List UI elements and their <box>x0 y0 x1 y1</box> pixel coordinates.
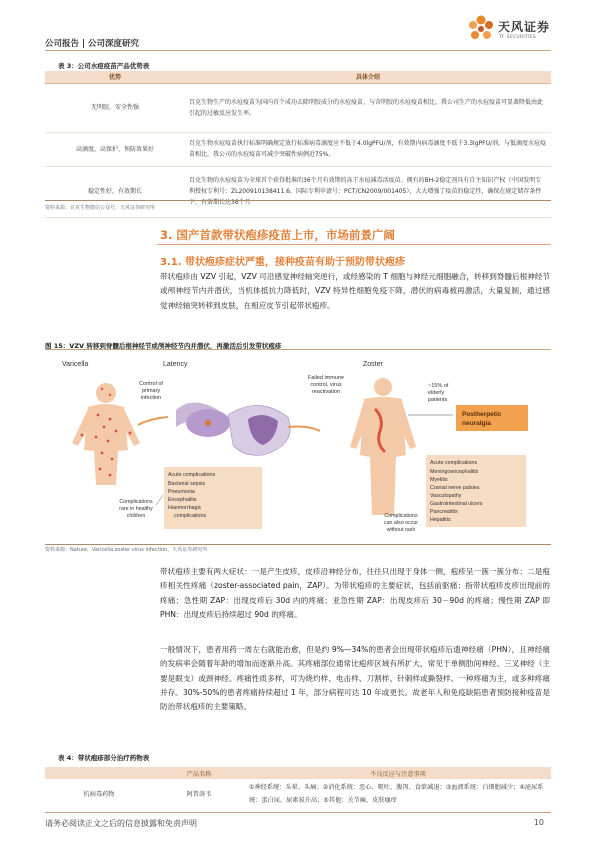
table4-header-category <box>45 767 153 779</box>
report-type: 公司报告 | 公司深度研究 <box>45 39 140 49</box>
paragraph-vzv: 带状疱疹由 VZV 引起，VZV 可沿感觉神经轴突逆行，或经感染的 T 细胞与神经元细胞融合，转移到脊髓后根神经节或颅神经节内并潜伏，当机体抵抗力降低时，VZV 特异性细胞免疫下降，潜伏的病毒被再激活，大量复制，通过感觉神经轴突转移到皮肤，在相应皮节引起带状疱疹。 <box>160 272 550 310</box>
product-cell: 阿昔洛韦 <box>186 790 212 798</box>
subsection-heading: 3.1. 带状疱疹症状严重，接种疫苗有助于预防带状疱疹 <box>160 257 405 268</box>
label-rare-3: children <box>126 513 146 519</box>
detail-cell: 百克生物水痘疫苗执行标准明确规定放行标准病毒滴度应不低于4.0lgPFU/剂，有效期内病毒滴度不低于3.3lgPFU/剂。与低滴度水痘疫苗相比，我公司的水痘疫苗可减少突破性病例近75%。 <box>185 132 551 166</box>
acute-left-item: Bacterial sepsis <box>168 481 206 487</box>
label-also-2: can also occur <box>383 520 419 526</box>
table-row <box>45 132 551 166</box>
label-elderly-3: patients <box>428 397 448 403</box>
label-failed-3: reactivation <box>311 389 341 395</box>
acute-right-item: Hepatitis <box>430 517 451 523</box>
advantage-cell: 稳定性好，有效期长 <box>45 166 185 217</box>
logo-name: 天风证券 <box>498 20 551 34</box>
paragraph-phn: 一般情况下，患者用药一周左右就能治愈，但是约 9%—34%的患者会出现带状疱疹后遗神经痛（PHN），且神经痛的发病率会随着年龄的增加而逐渐升高。其疼痛部位通常比疱疹区域有所扩大，常见于单侧肋间神经、三叉神经（主要是眼支）或颈神经。疼痛性质多样，可为烧灼样、电击样、刀割样、针刺样或撕裂样。一种疼痛为主，或多种疼痛并存。30%-50%的患者疼痛持续超过 1 年，部分病程可达 10 年或更长。故老年人和免疫缺陷患者预防接种疫苗是防治带状疱疹的主要策略。 <box>160 645 550 712</box>
figure15-top-rule <box>45 349 551 350</box>
acute-left-item: Pneumonia <box>168 489 195 495</box>
label-zoster: Zoster <box>363 361 383 368</box>
table3-bottom-rule <box>45 200 551 201</box>
advantage-cell: 无明胶，安全性强 <box>45 83 185 132</box>
label-control-3: infection <box>140 395 162 401</box>
table4-header-detail: 不良反应与注意事项 <box>245 767 551 779</box>
label-rare-2: rare in healthy <box>119 506 153 512</box>
acute-right-item: Myelitis <box>430 477 448 483</box>
category-cell: 抗病毒药物 <box>83 790 115 798</box>
acute-right-item: Pancreatitis <box>430 509 458 515</box>
advantage-table <box>45 71 551 218</box>
advantage-cell: 高滴度，高保护，预防效果好 <box>45 132 185 166</box>
table4-caption: 表 4：带状疱疹部分治疗药物表 <box>58 754 150 762</box>
label-latency: Latency <box>163 361 188 368</box>
figure15-bottom-rule <box>45 544 551 545</box>
company-logo-icon <box>466 14 496 44</box>
detail-cell: 百克生物的水痘疫苗为全球首个获得批准的36个月有效期的冻干水痘减毒活疫苗。拥有的BH-2稳定剂具有自主知识产权（中国发明专利授权专利号：ZL200910138411.6，国际专利申请号：PCT/CN2009/001405），大大增强了疫苗的稳定性，确保在规定储存条件下，有效期长达36个月 <box>185 166 551 217</box>
acute-right-item: Meningoencephalitis <box>430 469 479 475</box>
label-phn-1: Postherpetic <box>462 411 502 418</box>
disclaimer: 请务必阅读正文之后的信息披露和免责声明 <box>45 819 197 828</box>
acute-right-item: Gastrointestinal ulcers <box>430 501 483 507</box>
table3-caption: 表 3：公司水痘疫苗产品优势表 <box>58 62 150 70</box>
acute-left-title: Acute complications <box>168 472 216 478</box>
page-number: 10 <box>533 818 544 827</box>
vzv-infection-diagram <box>58 355 538 540</box>
table-row <box>45 83 551 132</box>
header-divider <box>45 50 551 51</box>
logo-english-name: TF SECURITIES <box>499 35 537 40</box>
label-control-1: Control of <box>139 381 163 387</box>
acute-right-title: Acute complications <box>430 460 478 466</box>
detail-cell: 百克生物生产的水痘疫苗为国内首个成功去除明胶成分的水痘疫苗，与含明胶的水痘疫苗相比，我公司生产的水痘疫苗可显著降低由此引起的过敏反应发生率。 <box>185 83 551 132</box>
phn-box <box>456 405 528 431</box>
figure15-source: 资料来源：Nature，Varicella zoster virus infection，天风证券研究所 <box>45 547 208 553</box>
table4-header-product: 产品名称 <box>153 767 245 779</box>
acute-left-item: complications <box>174 513 207 519</box>
section-heading-rule <box>157 244 551 245</box>
label-also-3: without rash <box>386 527 416 533</box>
acute-left-item: Haemorrhagic <box>168 505 202 511</box>
detail-cell: ①神经系统：头晕、头痛；②消化系统：恶心、呕吐、腹泻、食欲减退；③血液系统：白细胞减少；④泌尿系统：蛋白尿、尿素氮升高；⑤其他：关节痛、皮肤瘙痒 <box>249 784 544 804</box>
acute-left-item: Encephalitis <box>168 497 197 503</box>
label-failed-2: control, virus <box>310 382 342 388</box>
section-heading: 3. 国产首款带状疱疹疫苗上市，市场前景广阔 <box>160 228 395 242</box>
table3-source: 资料来源：百克生物微信公众号，天风证券研究所 <box>45 205 156 211</box>
label-elderly-1: ~15% of <box>428 383 449 389</box>
table3-header-detail: 具体介绍 <box>185 71 551 83</box>
label-phn-2: neuralgia <box>462 420 491 427</box>
footer-divider <box>45 812 551 813</box>
label-varicella: Varicella <box>62 361 89 368</box>
acute-right-item: Vasculopathy <box>430 493 462 499</box>
figure15-caption: 图 15：VZV 转移到脊髓后根神经节或颅神经节内并潜伏，再激活后引发带状疱疹 <box>45 342 282 350</box>
label-also-1: Complications <box>384 513 418 519</box>
label-elderly-2: elderly <box>428 390 445 396</box>
treatment-drug-table <box>45 767 551 809</box>
acute-right-item: Cranial nerve palsies <box>430 485 480 491</box>
table3-header-advantage: 优势 <box>45 71 185 83</box>
table-row <box>45 779 551 809</box>
label-rare-1: Complications <box>119 499 153 505</box>
label-control-2: primary <box>141 388 161 394</box>
paragraph-symptoms: 带状疱疹主要有两大症状：一是产生皮疹，皮疹沿神经分布，往往只出现于身体一侧，疱疹呈一簇一簇分布；二是疱疹相关性疼痛（zoster-associated pain，ZAP）。为带状疱疹的主要症状，包括前驱痛；指带状疱疹皮疹出现前的疼痛；急性期 ZAP：出现皮疹后 30d 内的疼痛；亚急性期 ZAP：出现皮疹后 30－90d 的疼痛；慢性期 ZAP 即 PHN：出现皮疹后持续超过 90d 的疼痛。 <box>160 567 550 619</box>
label-failed-1: Failed immune <box>307 375 345 381</box>
